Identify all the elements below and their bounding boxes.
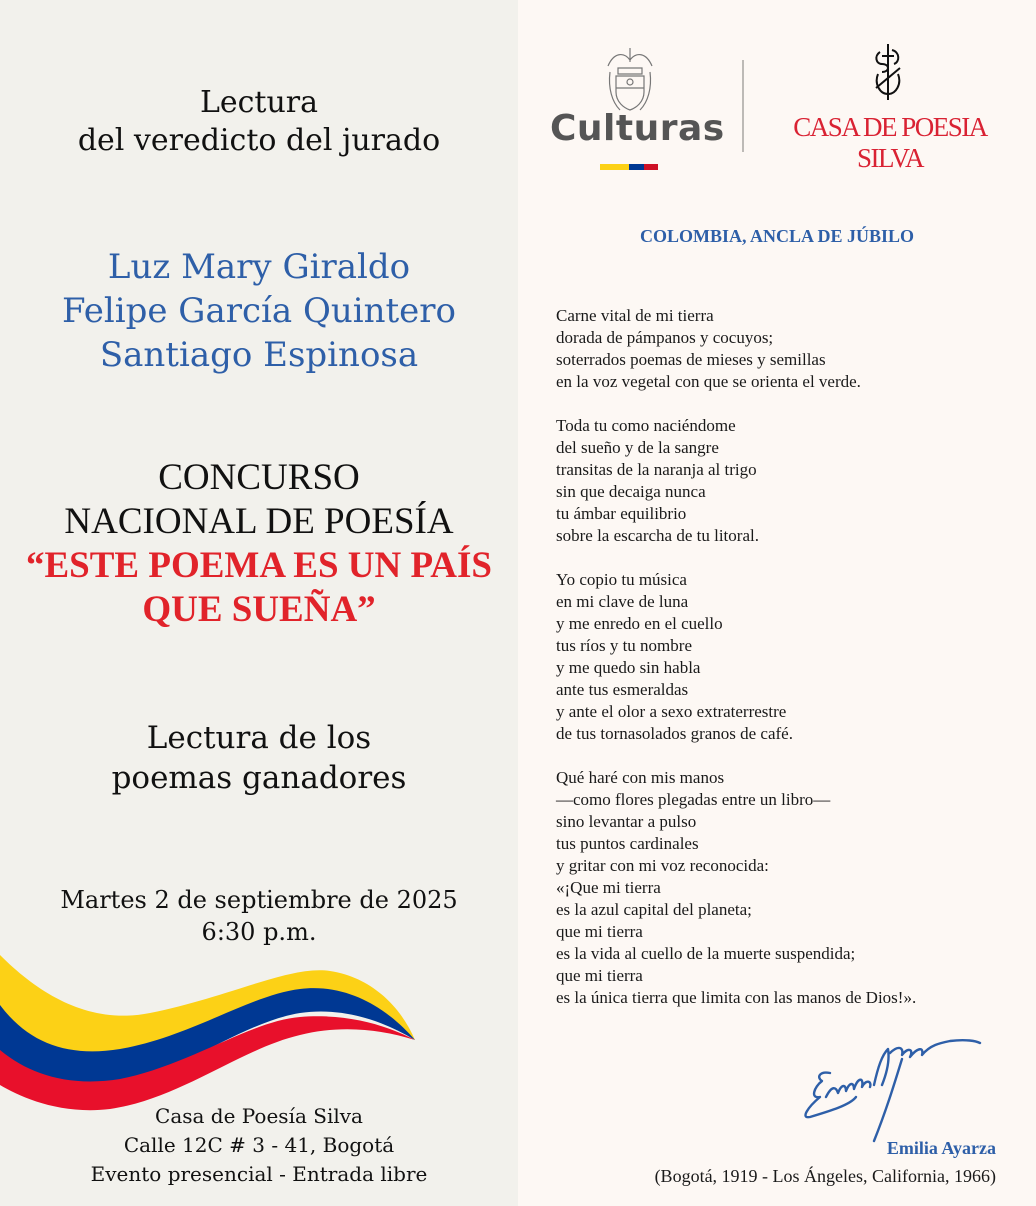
poem-line: de tus tornasolados granos de café. xyxy=(556,724,793,743)
event-time: 6:30 p.m. xyxy=(201,918,317,946)
poem-stanza xyxy=(556,569,1016,745)
poem-author: Emilia Ayarza xyxy=(886,1138,996,1158)
poem-line: Toda tu como naciéndome xyxy=(556,416,736,435)
poem-line: en la voz vegetal con que se orienta el verde. xyxy=(556,372,861,391)
jury-name: Santiago Espinosa xyxy=(99,335,419,375)
poem-line: del sueño y de la sangre xyxy=(556,438,719,457)
poem-line: sobre la escarcha de tu litoral. xyxy=(556,526,759,545)
jury-names xyxy=(0,245,518,377)
poem-stanza xyxy=(556,767,1016,1009)
signature-icon xyxy=(790,1025,990,1145)
poem-stanza xyxy=(556,415,1016,547)
casa-poesia-silva-logo: CASA DE POESIA SILVA xyxy=(793,112,987,173)
poem-line: tus puntos cardinales xyxy=(556,834,699,853)
poem-line: es la vida al cuello de la muerte suspendida; xyxy=(556,944,856,963)
jury-verdict-heading xyxy=(0,84,518,160)
event-date: Martes 2 de septiembre de 2025 xyxy=(60,886,458,914)
jury-name: Felipe García Quintero xyxy=(61,291,457,331)
poem-line: en mi clave de luna xyxy=(556,592,689,611)
poem-line: tu ámbar equilibrio xyxy=(556,504,687,523)
poem-line: Carne vital de mi tierra xyxy=(556,306,714,325)
poem-line: Yo copio tu música xyxy=(556,570,687,589)
poem-line: sino levantar a pulso xyxy=(556,812,697,831)
poem-title: COLOMBIA, ANCLA DE JÚBILO xyxy=(639,226,915,246)
colombia-coat-of-arms-icon xyxy=(602,44,658,114)
contest-title xyxy=(0,456,518,632)
heading-line: Lectura xyxy=(199,85,319,120)
heading-line: poemas ganadores xyxy=(111,760,407,796)
poem-line: sin que decaiga nunca xyxy=(556,482,706,501)
poem-line: es la azul capital del planeta; xyxy=(556,900,752,919)
event-datetime xyxy=(0,884,518,948)
colombian-flag-ribbon-icon xyxy=(0,945,420,1115)
jury-name: Luz Mary Giraldo xyxy=(107,247,411,287)
poem-line: que mi tierra xyxy=(556,966,643,985)
logo-divider xyxy=(742,60,744,152)
poem-stanza xyxy=(556,305,1016,393)
poem-line: ante tus esmeraldas xyxy=(556,680,689,699)
heading-line: Lectura de los xyxy=(146,720,372,756)
poem-body xyxy=(556,305,1016,1031)
contest-line: CONCURSO xyxy=(158,457,360,498)
poem-line: tus ríos y tu nombre xyxy=(556,636,692,655)
author-dates: (Bogotá, 1919 - Los Ángeles, California, 1966) xyxy=(654,1166,996,1186)
flag-bar-icon xyxy=(600,164,658,170)
poem-line: transitas de la naranja al trigo xyxy=(556,460,757,479)
poem-line: —como flores plegadas entre un libro— xyxy=(556,790,831,809)
poem-line: y gritar con mi voz reconocida: xyxy=(556,856,769,875)
poem-line: soterrados poemas de mieses y semillas xyxy=(556,350,826,369)
venue-address: Calle 12C # 3 - 41, Bogotá xyxy=(123,1133,395,1157)
poem-line: que mi tierra xyxy=(556,922,643,941)
poem-line: «¡Que mi tierra xyxy=(556,878,661,897)
casa-silva-monogram-icon xyxy=(870,42,906,104)
poem-line: y me quedo sin habla xyxy=(556,658,701,677)
venue-name: Casa de Poesía Silva xyxy=(155,1104,363,1128)
logos-header xyxy=(518,36,1036,176)
culturas-logo: Culturas xyxy=(550,108,725,149)
poem-line: y ante el olor a sexo extraterrestre xyxy=(556,702,787,721)
contest-slogan: QUE SUEÑA” xyxy=(142,589,376,630)
winners-reading-heading xyxy=(0,718,518,798)
poem-line: es la única tierra que limita con las manos de Dios!». xyxy=(556,988,917,1007)
venue-info xyxy=(0,1102,518,1189)
heading-line: del veredicto del jurado xyxy=(77,123,441,158)
contest-line: NACIONAL DE POESÍA xyxy=(64,501,454,542)
venue-admission: Evento presencial - Entrada libre xyxy=(90,1162,428,1186)
contest-slogan: “ESTE POEMA ES UN PAÍS xyxy=(25,545,493,586)
poem-line: dorada de pámpanos y cocuyos; xyxy=(556,328,774,347)
poem-line: y me enredo en el cuello xyxy=(556,614,723,633)
poem-line: Qué haré con mis manos xyxy=(556,768,725,787)
